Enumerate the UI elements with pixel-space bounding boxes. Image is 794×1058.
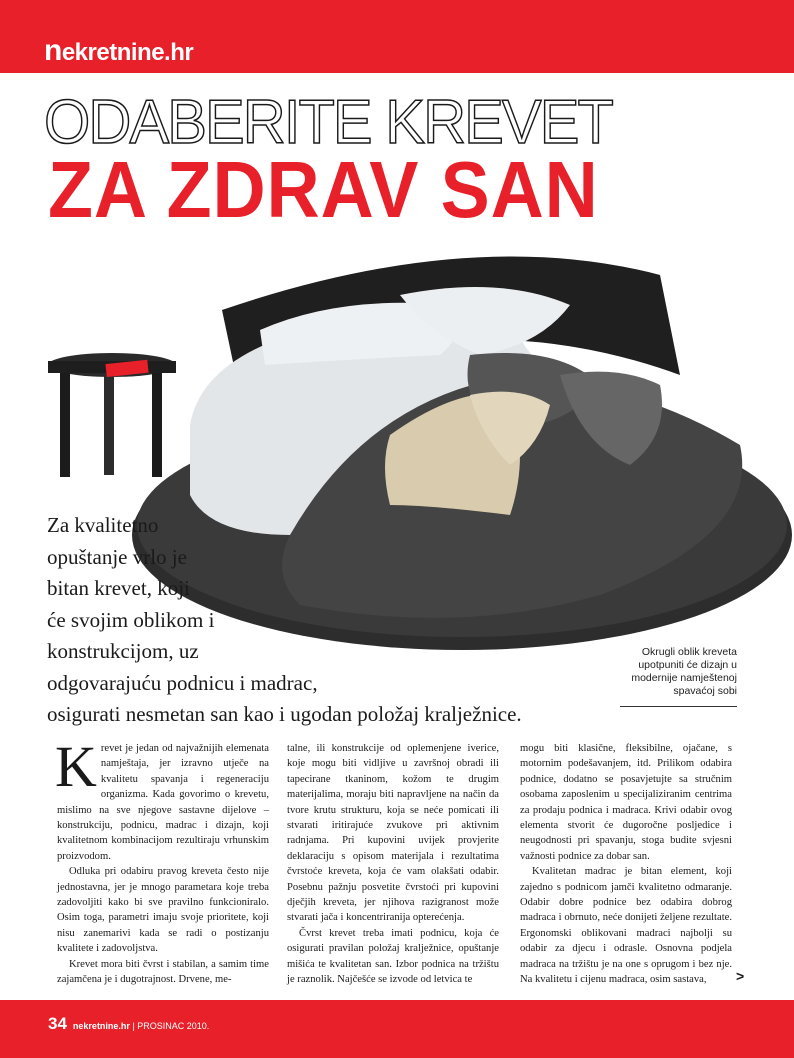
article-column-3: mogu biti klasične, fleksibilne, ojačane, s motornim podešavanjem, itd. Prilikom odabira podnice, dodatno se posavjetujte sa stručnim osobama zaposlenim u specijaliziranim centrima za prodaju podnica i madraca. Krivi odabir ovog elementa stvorit će dugoročne posljedice i neugodnosti pri spavanju, stoga budite svjesni važnosti podnice za dobar san. Kvalitetan madrac je bitan element, koji zajedno s podnicom jamči kvalitetno odmaranje. Odabir dobre podnice bez odabira dobrog madraca i obrnuto, neće donijeti željene rezultate. Ergonomski oblikovani madraci najbolji su odabir za djecu i odrasle. Osnovna podjela madraca na tržištu je na one s oprugom i bez nje. Na kvalitetu i cijenu madraca, osim sastava, <box>520 743 732 986</box>
footer-issue: | PROSINAC 2010. <box>129 1021 210 1031</box>
side-table-image <box>48 353 176 477</box>
page-number: 34 <box>48 1014 67 1033</box>
continue-arrow-icon[interactable]: > <box>736 968 745 984</box>
caption-divider <box>620 706 737 707</box>
article-column-1: Krevet je jedan od najvažnijih elemenata namještaja, jer izravno utječe na kvalitetu spavanja i regeneraciju organizma. Kada govorimo o krevetu, mislimo na sve njegove sastavne dijelove – konstrukciju, podnicu, madrac i dizajn, koji kvalitetnom kombinacijom rezultiraju vrhunskim proizvodom. Odluka pri odabiru pravog kreveta često nije jednostavna, jer je mnogo parametara koje treba zadovoljiti kako bi sve pravilno funkcioniralo. Osim toga, parametri imaju svoje prioritete, koji nisu zanemarivi kada se radi o postizanju kvalitete i zadovoljstva. Krevet mora biti čvrst i stabilan, a samim time zajamčena je i dugotrajnost. Drvene, me- <box>55 734 269 986</box>
title-line-1: ODABERITE KREVET <box>44 88 612 157</box>
photo-caption: Okrugli oblik kreveta upotpuniti će dizajn u modernije namještenoj spavaćoj sobi <box>631 646 737 697</box>
title-line-2: ZA ZDRAV SAN <box>48 145 599 234</box>
footer-site: nekretnine.hr <box>72 1021 130 1031</box>
drop-cap: K <box>55 734 97 799</box>
logo[interactable]: nekretnine.hr <box>44 34 194 67</box>
article-column-2: talne, ili konstrukcije od oplemenjene iverice, koje mogu biti vidljive u završnoj obradi ili tapecirane tkaninom, kožom te drugim materijalima, moraju biti napravljene na način da tvore krutu strukturu, koja se neće pomicati ili stvarati iritirajuće zvukove pri aktivnim radnjama. Pri kupovini uvijek provjerite deklaraciju s opisom materijala i rezultatima čvrstoće kreveta, koja će vam olakšati odabir. Posebnu pažnju posvetite čvrstoći pri kupovini dječjih kreveta, jer njihova razigranost može stvarati jača i koncentriranija opterećenja. Čvrst krevet treba imati podnicu, koja će osigurati pravilan položaj kralježnice, opuštanje mišića te kvalitetan san. Izbor podnica na tržištu je raznolik. Najčešće se izvode od letvica te <box>287 743 499 986</box>
lead-paragraph: Za kvalitetno opuštanje vrlo je bitan krevet, koji će svojim oblikom i konstrukcijom, uz odgovarajuću podnicu i madrac, osigurati nesmetan san kao i ugodan položaj kralježnice. <box>47 513 522 726</box>
footer <box>48 1014 209 1034</box>
